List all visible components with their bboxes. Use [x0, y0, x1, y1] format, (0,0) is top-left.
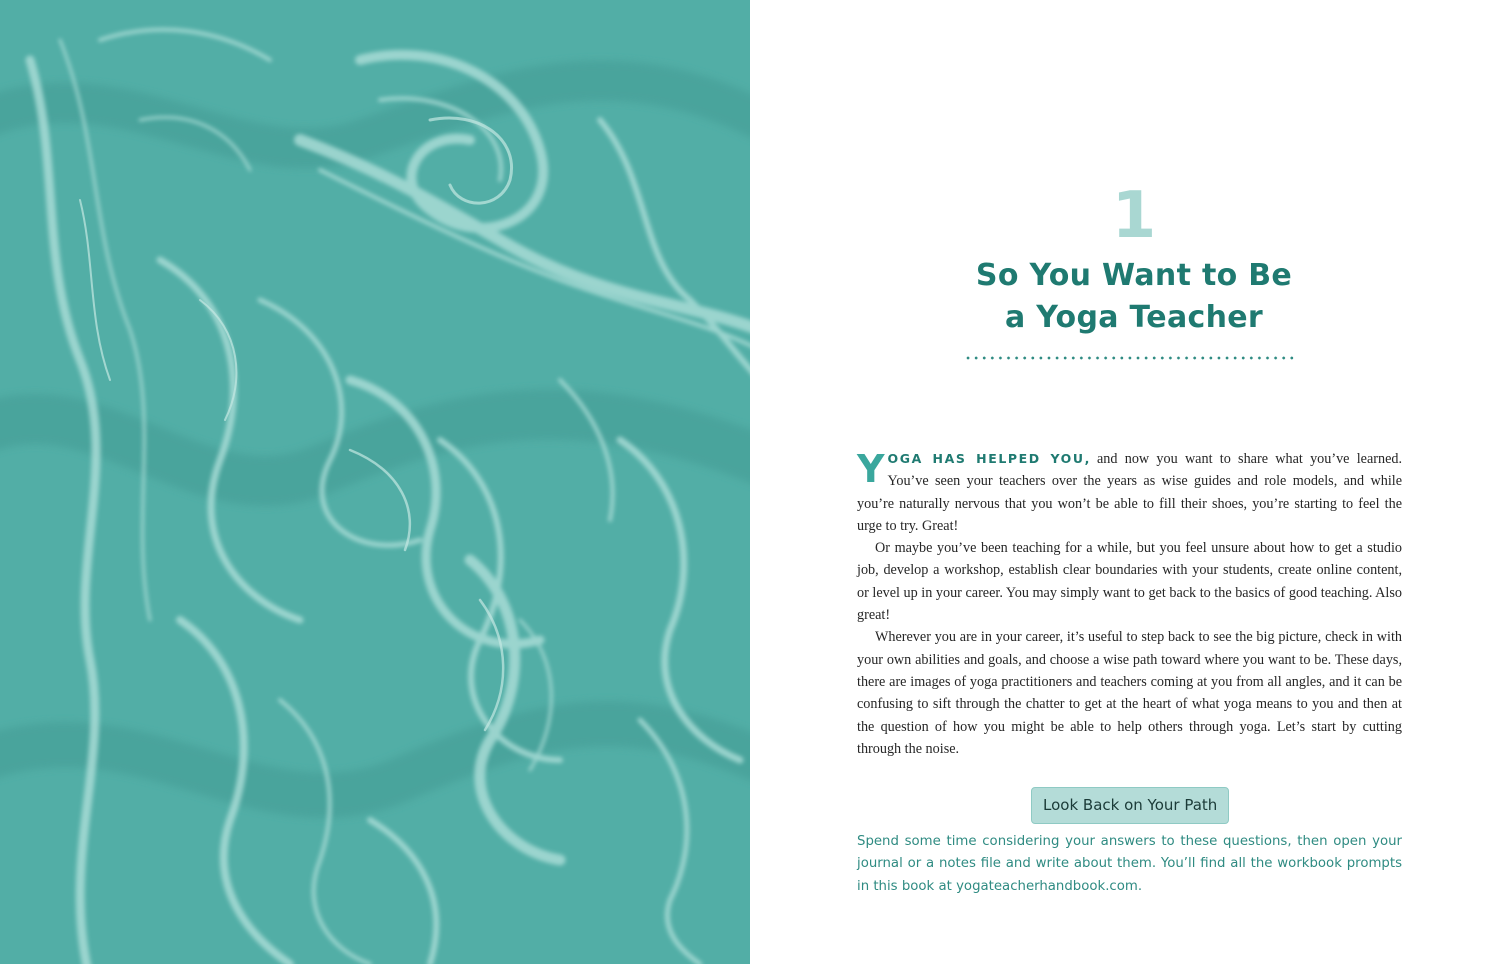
chapter-body: [857, 448, 1402, 760]
text-page: [750, 0, 1500, 964]
body-paragraph-3: Wherever you are in your career, it’s useful to step back to see the big picture, check in with your own abilities and goals, and choose a wise path toward where you want to be. These days, there are images of yoga practitioners and teachers coming at you from all angles, and it can be confusing to sift through the chatter to get at the heart of what yoga means to you and then at the question of how you might be able to help others through yoga. Let’s start by cutting through the noise.: [857, 629, 1402, 757]
chapter-number: 1: [1111, 179, 1157, 253]
lead-in-text: OGA HAS HELPED YOU,: [887, 451, 1091, 466]
chapter-title-line2: a Yoga Teacher: [1005, 300, 1263, 335]
workbook-prompt-text: Spend some time considering your answers to these questions, then open your journal or a notes file and write about them. You’ll find all the workbook prompts in this book at yogateacherhandbook.com.: [857, 834, 1402, 894]
dotted-divider: [964, 356, 1296, 360]
workbook-label: Look Back on Your Path: [1031, 787, 1229, 824]
body-paragraph-2: Or maybe you’ve been teaching for a while, but you feel unsure about how to get a studio job, develop a workshop, establish clear boundaries with your students, create online content, or level up in your career. You may simply want to get back to the basics of good teaching. Also great!: [857, 540, 1402, 624]
paragraph-1-text: and now you want to share what you’ve learned. You’ve seen your teachers over the years as wise guides and role models, and while you’re naturally nervous that you won’t be able to fill their shoes, you’re starting to feel the urge to try. Great!: [857, 451, 1403, 534]
chapter-title: [750, 255, 1500, 339]
chapter-title-line1: So You Want to Be: [975, 258, 1293, 293]
body-paragraph-1: [857, 448, 1402, 537]
drop-cap: Y: [857, 447, 885, 491]
